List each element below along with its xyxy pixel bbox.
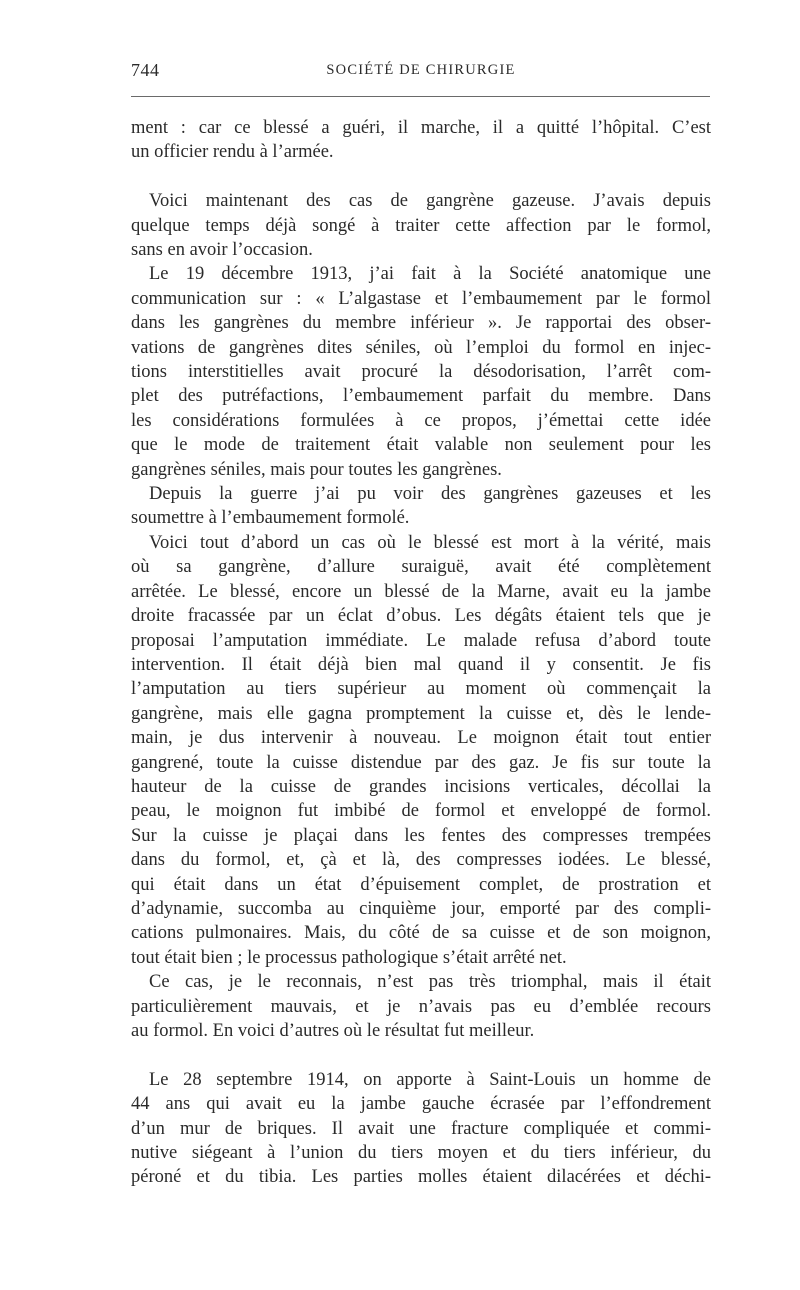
text-line: gangrène, mais elle gagna promptement la cuisse et, dès le lende- bbox=[131, 703, 711, 724]
text-line: hauteur de la cuisse de grandes incisions verticales, décollai la bbox=[131, 776, 711, 797]
running-title: SOCIÉTÉ DE CHIRURGIE bbox=[326, 62, 516, 78]
text-line: proposai l’amputation immédiate. Le malade refusa d’abord toute bbox=[131, 630, 711, 651]
header-rule bbox=[131, 96, 710, 97]
text-line: un officier rendu à l’armée. bbox=[131, 142, 334, 163]
text-line: intervention. Il était déjà bien mal quand il y consentit. Je fis bbox=[131, 654, 711, 675]
text-line: gangrènes séniles, mais pour toutes les gangrènes. bbox=[131, 459, 502, 480]
text-line: tions interstitielles avait procuré la désodorisation, l’arrêt com- bbox=[131, 362, 711, 383]
text-line: dans les gangrènes du membre inférieur ». Je rapportai des obser- bbox=[131, 313, 711, 334]
text-line: main, je dus intervenir à nouveau. Le moignon était tout entier bbox=[131, 728, 711, 749]
text-line: arrêtée. Le blessé, encore un blessé de la Marne, avait eu la jambe bbox=[131, 581, 711, 602]
body-text bbox=[131, 116, 711, 1190]
text-line: cations pulmonaires. Mais, du côté de sa cuisse et de son moignon, bbox=[131, 923, 711, 944]
text-line: Le 28 septembre 1914, on apporte à Saint-Louis un homme de bbox=[149, 1069, 711, 1090]
text-line: ment : car ce blessé a guéri, il marche, il a quitté l’hôpital. C’est bbox=[131, 118, 711, 138]
text-line: Voici maintenant des cas de gangrène gazeuse. J’avais depuis bbox=[149, 191, 711, 212]
text-line: tout était bien ; le processus pathologique s’était arrêté net. bbox=[131, 947, 567, 968]
text-line: soumettre à l’embaumement formolé. bbox=[131, 508, 410, 529]
text-line: communication sur : « L’algastase et l’embaumement par le formol bbox=[131, 288, 711, 309]
text-line: d’un mur de briques. Il avait une fracture compliquée et commi- bbox=[131, 1118, 711, 1139]
text-line: dans du formol, et, çà et là, des compresses iodées. Le blessé, bbox=[131, 850, 711, 871]
text-line: Depuis la guerre j’ai pu voir des gangrènes gazeuses et les bbox=[149, 484, 711, 505]
text-line: au formol. En voici d’autres où le résultat fut meilleur. bbox=[131, 1021, 535, 1042]
text-line: sans en avoir l’occasion. bbox=[131, 240, 313, 261]
text-line: que le mode de traitement était valable non seulement pour les bbox=[131, 435, 711, 456]
page-header bbox=[131, 60, 711, 82]
text-line: Ce cas, je le reconnais, n’est pas très triomphal, mais il était bbox=[149, 972, 711, 993]
text-line: l’amputation au tiers supérieur au moment où commençait la bbox=[131, 679, 711, 700]
page-number: 744 bbox=[131, 60, 160, 80]
text-line: où sa gangrène, d’allure suraiguë, avait été complètement bbox=[131, 557, 711, 578]
text-line: gangrené, toute la cuisse distendue par des gaz. Je fis sur toute la bbox=[131, 752, 711, 773]
text-line: les considérations formulées à ce propos, j’émettai cette idée bbox=[131, 410, 711, 431]
text-line: qui était dans un état d’épuisement complet, de prostration et bbox=[131, 874, 711, 895]
text-line: nutive siégeant à l’union du tiers moyen et du tiers inférieur, du bbox=[131, 1143, 711, 1164]
text-line: Sur la cuisse je plaçai dans les fentes des compresses trempées bbox=[131, 825, 711, 846]
text-line: 44 ans qui avait eu la jambe gauche écrasée par l’effondrement bbox=[131, 1094, 711, 1115]
text-line: quelque temps déjà songé à traiter cette affection par le formol, bbox=[131, 215, 711, 236]
text-line: d’adynamie, succomba au cinquième jour, emporté par des compli- bbox=[131, 898, 711, 919]
text-line: particulièrement mauvais, et je n’avais pas eu d’emblée recours bbox=[131, 996, 711, 1017]
text-line: droite fracassée par un éclat d’obus. Les dégâts étaient tels que je bbox=[131, 606, 711, 627]
text-line: Voici tout d’abord un cas où le blessé est mort à la vérité, mais bbox=[149, 532, 711, 553]
text-line: vations de gangrènes dites séniles, où l’emploi du formol en injec- bbox=[131, 337, 711, 358]
text-line: péroné et du tibia. Les parties molles étaient dilacérées et déchi- bbox=[131, 1167, 711, 1188]
text-line: peau, le moignon fut imbibé de formol et enveloppé de formol. bbox=[131, 801, 711, 822]
text-line: plet des putréfactions, l’embaumement parfait du membre. Dans bbox=[131, 386, 711, 407]
text-line: Le 19 décembre 1913, j’ai fait à la Société anatomique une bbox=[149, 264, 711, 285]
